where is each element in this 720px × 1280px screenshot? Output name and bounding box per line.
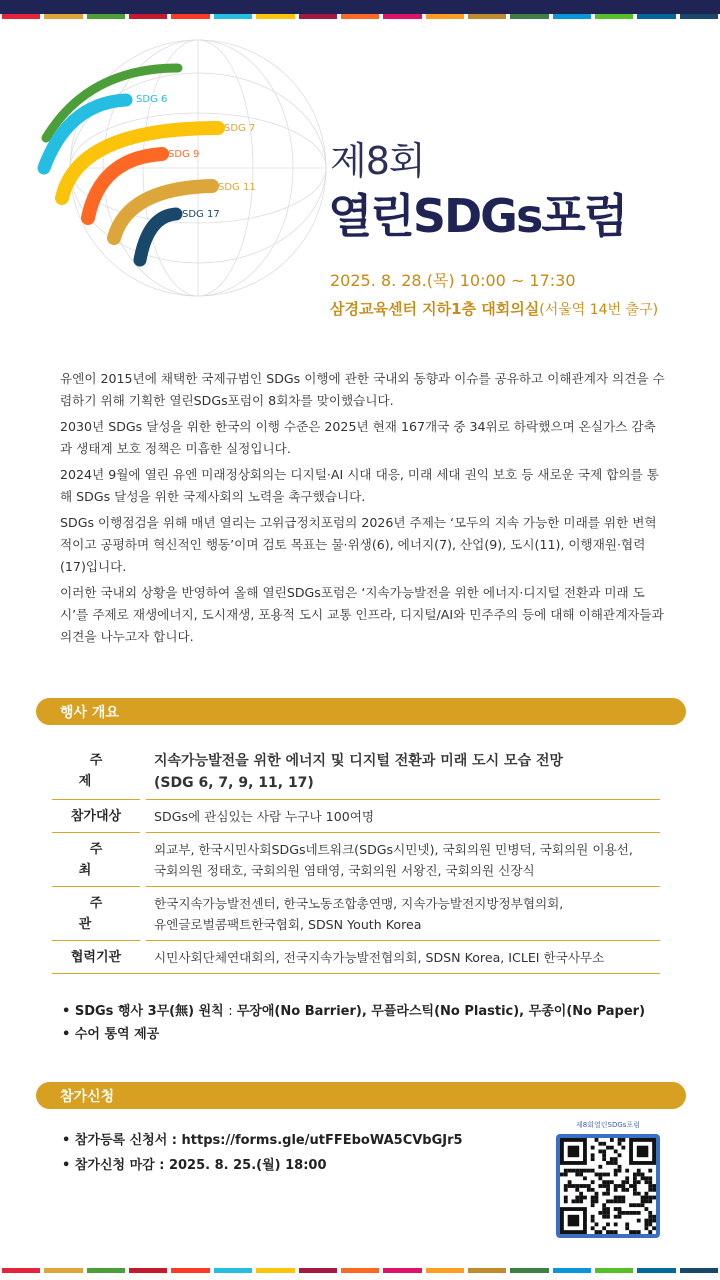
sdg-color-segment [510, 1268, 548, 1273]
sdg-color-segment [468, 1268, 506, 1273]
sdgs-rule-note: • SDGs 행사 3무(無) 원칙 : 무장애(No Barrier), 무플라스틱(No Plastic), 무종이(No Paper) [62, 1004, 646, 1019]
sdg-color-segment [171, 14, 209, 19]
qr-code-pattern [560, 1138, 656, 1234]
intro-paragraph: SDGs 이행점검을 위해 매년 열리는 고위급정치포럼의 2026년 주제는 ‘모두의 지속 가능한 미래를 위한 변혁적이고 공평하며 혁신적인 행동’이며 검토 목표는 물·위생(6), 에너지(7), 산업(9), 도시(11), 이행재원·협력(17)입니다. [60, 515, 657, 574]
overview-heading: 행사 개요 [60, 705, 119, 721]
sdg-color-segment [2, 14, 40, 19]
sdg-color-segment [341, 14, 379, 19]
sdg-color-segment [426, 14, 464, 19]
arc-sdg17 [140, 214, 176, 260]
qr-caption: 제8회열린SDGs포럼 [576, 1121, 640, 1129]
intro-paragraph: 2030년 SDGs 달성을 위한 한국의 이행 수준은 2025년 현재 167개국 중 34위로 하락했으며 온실가스 감축과 생태계 보호 정책은 미흡한 실정입니다. [60, 419, 656, 456]
sdg-color-segment [595, 1268, 633, 1273]
intro-paragraph: 유엔이 2015년에 채택한 국제규범인 SDGs 이행에 관한 국내외 동향과 이슈를 공유하고 이해관계자 의견을 수렴하기 위해 기획한 열린SDGs포럼이 8회차를 맞이했습니다. [60, 371, 665, 408]
sdg-color-segment [44, 14, 82, 19]
sdg-color-segment [256, 14, 294, 19]
sdg-globe-graphic [28, 28, 328, 318]
apply-section-header [36, 1082, 686, 1109]
sdg-color-segment [129, 1268, 167, 1273]
registration-form-link[interactable]: • 참가등록 신청서 : https://forms.gle/utFFEboWA5CVbGJr5 [62, 1133, 463, 1148]
sdg-color-segment [87, 14, 125, 19]
host-key: 주최 [52, 833, 140, 887]
forum-title: 열린SDGs포럼 [328, 189, 627, 243]
sdg-color-segment [129, 14, 167, 19]
sdg-color-segment [468, 14, 506, 19]
sdg-color-segment [426, 1268, 464, 1273]
sdg-color-segment [256, 1268, 294, 1273]
sdg7-label: SDG 7 [224, 123, 256, 134]
sdg-color-segment [383, 1268, 421, 1273]
sdg-color-strip-bottom [0, 1268, 720, 1273]
host-value: 외교부, 한국시민사회SDGs네트워크(SDGs시민넷), 국회의원 민병덕, 국회의원 이용선, 국회의원 정태호, 국회의원 염태영, 국회의원 서왕진, 국회의원 신장식 [146, 833, 660, 887]
sdg-color-segment [595, 14, 633, 19]
theme-value: 지속가능발전을 위한 에너지 및 디지털 전환과 미래 도시 모습 전망 (SDG 6, 7, 9, 11, 17) [146, 744, 660, 800]
sdg-color-segment [510, 14, 548, 19]
organizer-value: 한국지속가능발전센터, 한국노동조합총연맹, 지속가능발전지방정부협의회, 유엔글로벌콤팩트한국협회, SDSN Youth Korea [146, 887, 660, 941]
table-row [52, 941, 660, 974]
sdg-color-segment [680, 1268, 718, 1273]
event-date: 2025. 8. 28.(목) 10:00 ~ 17:30 [330, 271, 576, 290]
sdg-color-segment [214, 1268, 252, 1273]
sdg-color-segment [299, 14, 337, 19]
audience-value: SDGs에 관심있는 사람 누구나 100여명 [146, 800, 660, 833]
table-row [52, 833, 660, 887]
venue-note: (서울역 14번 출구) [539, 302, 659, 318]
apply-info [62, 1128, 463, 1178]
registration-deadline: • 참가신청 마감 : 2025. 8. 25.(월) 18:00 [62, 1158, 327, 1173]
sdg-color-segment [299, 1268, 337, 1273]
overview-section-header [36, 698, 686, 725]
top-navy-bar [0, 0, 720, 14]
intro-paragraph: 이러한 국내외 상황을 반영하여 올해 열린SDGs포럼은 ‘지속가능발전을 위한 에너지·디지털 전환과 미래 도시’를 주제로 재생에너지, 도시재생, 포용적 도시 교통 인프라, 디지털/AI와 민주주의 등에 대해 이해관계자들과 의견을 나누고자 합니다. [60, 585, 664, 644]
forum-edition: 제8회 [330, 139, 425, 183]
overview-table [52, 744, 660, 974]
sdg-color-segment [214, 14, 252, 19]
event-notes [62, 1000, 645, 1046]
sdg-color-segment [637, 1268, 675, 1273]
sdg-color-segment [341, 1268, 379, 1273]
sdg-color-segment [553, 14, 591, 19]
organizer-key: 주관 [52, 887, 140, 941]
theme-key: 주제 [52, 744, 140, 800]
sdg9-label: SDG 9 [168, 149, 200, 160]
cooperation-value: 시민사회단체연대회의, 전국지속가능발전협의회, SDSN Korea, ICLEI 한국사무소 [146, 941, 660, 974]
sdg-color-segment [44, 1268, 82, 1273]
audience-key: 참가대상 [52, 800, 140, 833]
sdg-color-segment [383, 14, 421, 19]
sdg-color-segment [553, 1268, 591, 1273]
venue-name: 삼경교육센터 지하1층 대회의실 [330, 300, 540, 318]
sdg11-label: SDG 11 [218, 182, 256, 193]
intro-paragraph: 2024년 9월에 열린 유엔 미래정상회의는 디지털·AI 시대 대응, 미래 세대 권익 보호 등 새로운 국제 합의를 통해 SDGs 달성을 위한 국제사회의 노력을 촉구했습니다. [60, 467, 659, 504]
sdg-color-segment [87, 1268, 125, 1273]
sdg-color-segment [2, 1268, 40, 1273]
sdg-color-strip-top [0, 14, 720, 19]
sdg6-label: SDG 6 [136, 94, 168, 105]
table-row [52, 744, 660, 800]
sdg-color-segment [680, 14, 718, 19]
apply-heading: 참가신청 [60, 1089, 115, 1105]
sdg-color-segment [637, 14, 675, 19]
qr-code[interactable] [556, 1134, 660, 1238]
cooperation-key: 협력기관 [52, 941, 140, 974]
intro-text [60, 368, 666, 652]
qr-code-block [556, 1120, 660, 1238]
table-row [52, 887, 660, 941]
event-venue [330, 298, 658, 319]
sdg-color-segment [171, 1268, 209, 1273]
sdg17-label: SDG 17 [182, 209, 220, 220]
table-row [52, 800, 660, 833]
sign-language-note: • 수어 통역 제공 [62, 1027, 160, 1042]
